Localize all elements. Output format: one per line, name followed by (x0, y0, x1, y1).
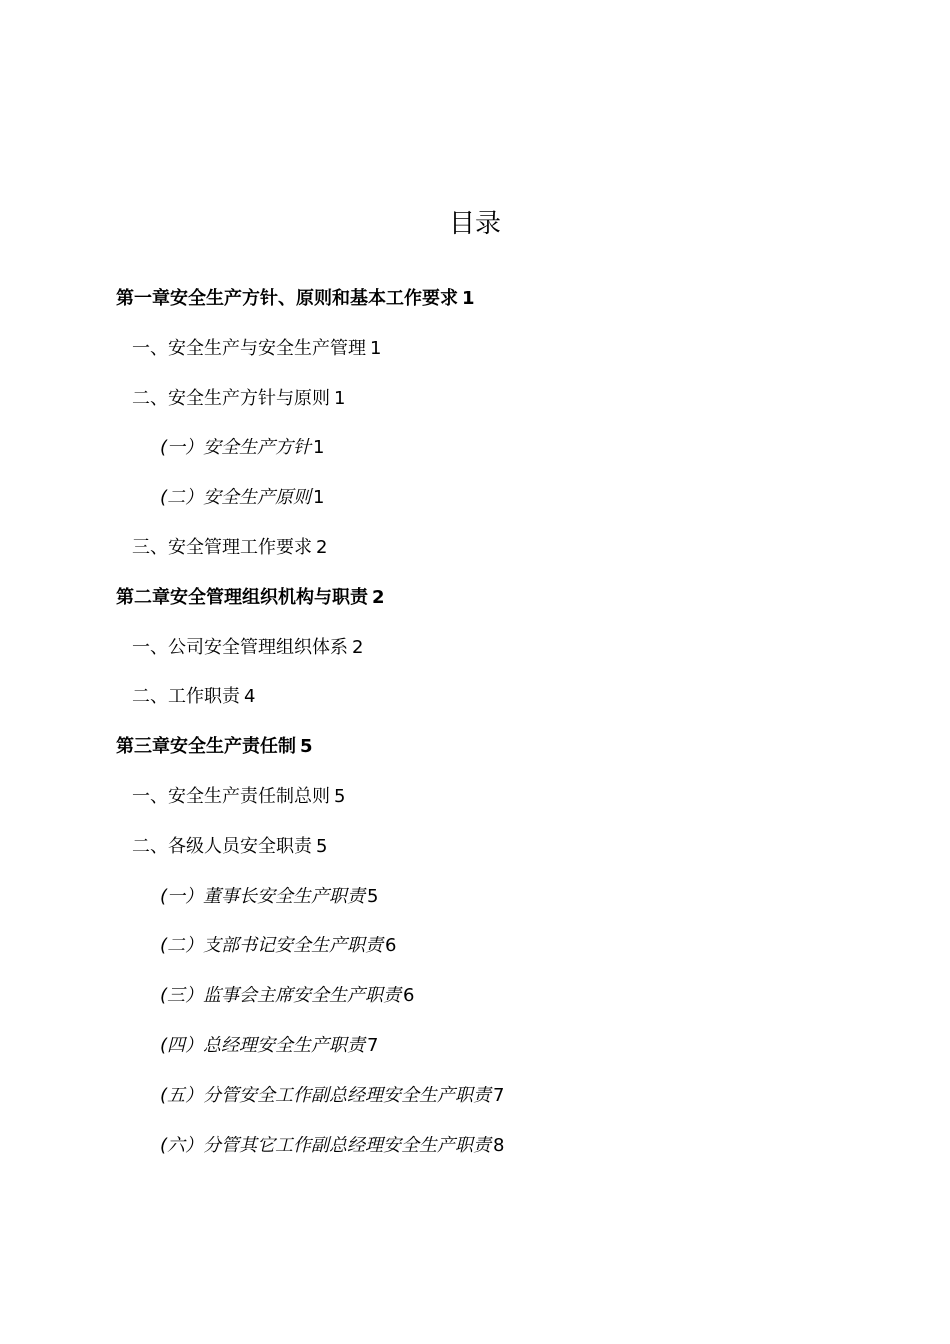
toc-entry-text: (二）安全生产原则 (160, 487, 312, 509)
toc-entry-page: 5 (316, 835, 328, 857)
toc-entry[interactable] (0, 778, 950, 828)
toc-entry[interactable] (0, 479, 950, 529)
toc-entry[interactable] (0, 330, 950, 380)
toc-entry[interactable] (0, 678, 950, 728)
toc-entry-text: 一、安全生产责任制总则 (132, 785, 330, 807)
toc-entry[interactable] (0, 280, 950, 330)
toc-entry-page: 2 (316, 536, 328, 558)
toc-entry-text: 三、安全管理工作要求 (132, 536, 312, 558)
toc-entry-text: 第二章安全管理组织机构与职责 (116, 586, 368, 608)
toc-entry-page: 5 (367, 885, 379, 907)
toc-title: 目录 (448, 209, 501, 239)
toc-entry-page: 7 (367, 1034, 379, 1056)
toc-entry[interactable] (0, 878, 950, 928)
toc-entry-page: 1 (313, 487, 325, 509)
toc-entry-page: 1 (462, 288, 475, 309)
toc-entry-text: (四）总经理安全生产职责 (160, 1034, 366, 1056)
toc-entry[interactable] (0, 1077, 950, 1127)
toc-entry[interactable] (0, 1027, 950, 1077)
toc-entry-text: (二）支部书记安全生产职责 (160, 935, 384, 957)
toc-entry-text: 二、各级人员安全职责 (132, 835, 312, 857)
toc-entry-text: (一）董事长安全生产职责 (160, 885, 366, 907)
toc-entry-page: 4 (244, 686, 256, 708)
toc-entry-page: 1 (334, 387, 346, 409)
toc-entry-page: 5 (334, 785, 346, 807)
toc-entry-text: 第一章安全生产方针、原则和基本工作要求 (116, 288, 458, 309)
toc-entry-page: 7 (493, 1084, 505, 1106)
toc-entry-page: 1 (313, 437, 325, 459)
toc-entry[interactable] (0, 629, 950, 679)
toc-entry[interactable] (0, 977, 950, 1027)
toc-entry[interactable] (0, 927, 950, 977)
toc-entry[interactable] (0, 728, 950, 778)
toc-entry-page: 8 (493, 1134, 505, 1156)
toc-entry-page: 2 (372, 586, 385, 608)
toc-entry[interactable] (0, 579, 950, 629)
toc-entry-text: 第三章安全生产责任制 (116, 736, 296, 758)
toc-entry[interactable] (0, 1127, 950, 1177)
toc-entry-page: 6 (385, 935, 397, 957)
toc-entry[interactable] (0, 529, 950, 579)
toc-entry-page: 2 (352, 636, 364, 658)
toc-entry-text: (三）监事会主席安全生产职责 (160, 985, 402, 1007)
toc-entry-text: 一、安全生产与安全生产管理 (132, 337, 366, 359)
toc-entry-text: (一）安全生产方针 (160, 437, 312, 459)
toc-entry-text: 一、公司安全管理组织体系 (132, 636, 348, 658)
toc-entry-page: 1 (370, 337, 382, 359)
toc-entry[interactable] (0, 380, 950, 430)
toc-entry-text: (五）分管安全工作副总经理安全生产职责 (160, 1084, 492, 1106)
toc-entry-text: 二、工作职责 (132, 686, 240, 708)
toc-entry-text: 二、安全生产方针与原则 (132, 387, 330, 409)
toc-entry[interactable] (0, 828, 950, 878)
toc-entry-text: (六）分管其它工作副总经理安全生产职责 (160, 1134, 492, 1156)
toc-entry[interactable] (0, 429, 950, 479)
toc-entry-page: 5 (300, 736, 313, 758)
toc-entry-page: 6 (403, 985, 415, 1007)
toc-list (0, 280, 950, 1176)
